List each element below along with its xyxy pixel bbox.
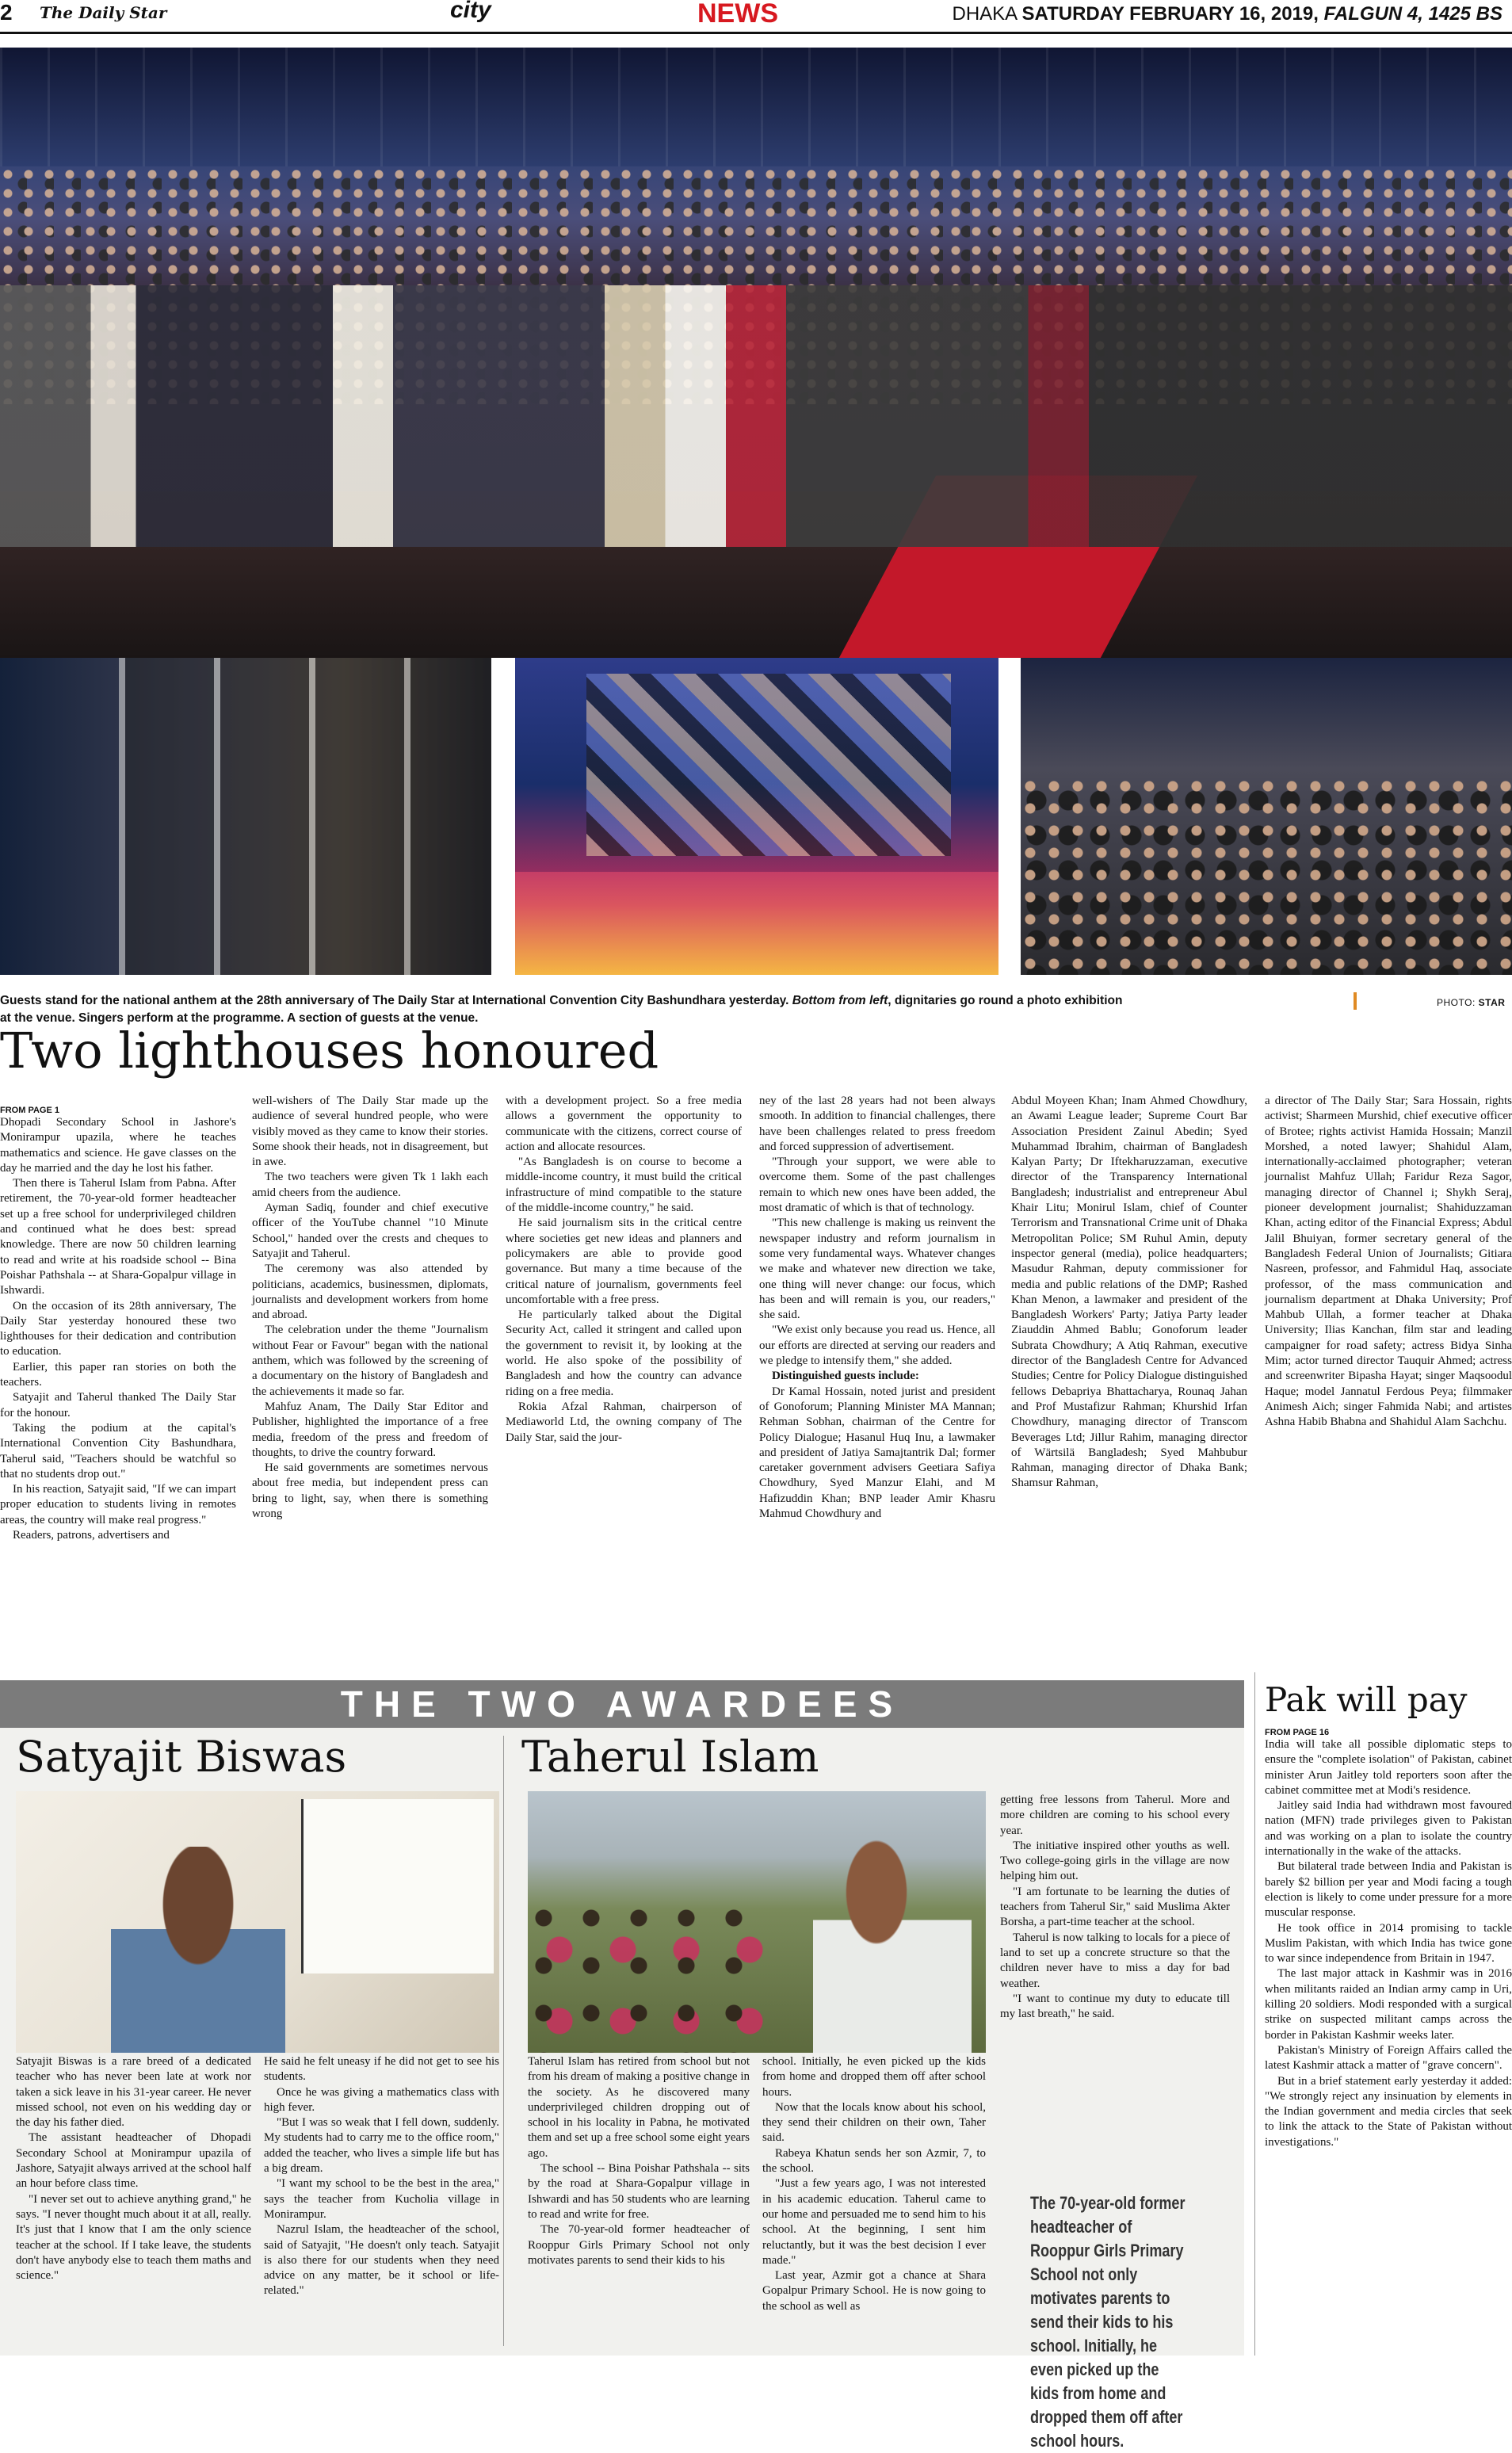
photo-frames [119,658,491,975]
awardees-banner: THE TWO AWARDEES [0,1680,1244,1728]
photo-guests [1021,658,1512,975]
section-tag: city [450,0,491,23]
taherul-column-1: Taherul Islam has retired from school but not from his dream of making a positive change in the society. As he discovered many underprivileged children dropping out of school in his locality in Pabna, he motivated them and set up a free school some eight years ago. The school -- Bina Poishar Pathshala -- sits by the road at Shara-Gopalpur village in Ishwardi and has 50 students who are learning to read and write for free. The 70-year-old former headteacher of Rooppur Girls Primary School not only motivates parents to send their kids to his [528,2055,750,2267]
photo-mural [586,674,951,856]
children-group [528,1902,766,2053]
photo-hall-lights [0,48,1512,166]
photo-caption: Guests stand for the national anthem at the 28th anniversary of The Daily Star at International Convention City Bashundhara yesterday. Bottom from left, dignitaries go round a photo exhibition at the venue. Singers perform at the programme. A section of guests at the venue. [0,994,1123,1025]
dateline [953,3,1503,25]
pull-quote: The 70-year-old former headteacher of Rooppur Girls Primary School not only motivates parents to send their kids to his school. Initially, he even picked up the kids from home and dropped them off after school hours. [1030,2193,1186,2451]
photo-front-row [0,285,1512,547]
awardees-divider [503,1736,504,2346]
credit-marker [1354,992,1357,1010]
satyajit-column-2: He said he felt uneasy if he did not get to see his students. Once he was giving a mathematics class with high fever. "But I was so weak that I fell down, suddenly. My students had to carry me to the office room," added the teacher, who lives a simple life but has a big dream. "I want my school to be the best in the area," says the teacher from Kucholia village in Monirampur. Nazrul Islam, the headteacher of the school, said of Satyajit, "He doesn't only teach. Satyajit is also there for our students when they need advice on any matter, be it school or life-related." [264,2055,499,2298]
story-column-5: Abdul Moyeen Khan; Inam Ahmed Chowdhury, an Awami League leader; Supreme Court Bar Association President Zainul Abedin; Syed Muhammad Ibrahim, chairman of Bangladesh Kalyan Party; Dr Iftekharuzzaman, executive director of the Transparency International Bangladesh; industrialist and entrepreneur Abul Khair Litu; Monirul Islam, chief of Counter Terrorism and Transnational Crime unit of Dhaka Metropolitan Police; SM Ruhul Amin, deputy inspector general (media), police headquarters; Masudur Rahman, deputy commissioner for media and public relations of the DMP; Rashed Khan Menon, a lawmaker and president of the Bangladesh Workers' Party; Jatiya Party leader Ziauddin Ahmed Bablu; Gonoforum leader Subrata Chowdhury; A Atiq Rahman, executive director of the Bangladesh Centre for Advanced Studies; Centre for Policy Dialogue distinguished fellows Debapriya Bhattacharya, Rounaq Jahan and Prof Mustafizur Rahman; Khurshid Irfan Chowdhury, managing director of Transcom Beverages Ltd; Jillur Rahim, managing director of Wärtsilä Bangladesh; Syed Mahbubur Rahman, managing director of Dhaka Bank; Shamsur Rahman, [1011,1095,1247,1490]
photo-singers [515,658,998,975]
page-number: 2 [0,0,13,25]
photo-guest-crowd [1021,777,1512,975]
story-column-6: a director of The Daily Star; Sara Hossain, rights activist; Sharmeen Murshid, chief executive officer of Brotee; rights activist Hamida Hossain; Manzil Morshed, a noted lawyer; Shahidul Alam, internationally-acclaimed photographer; veteran journalist Mahfuz Ullah; Faridur Reza Sagor, managing director of Channel i; Shykh Seraj, pioneer development journalist; Shahiduzzaman Khan, acting editor of the Financial Express; Abdul Jalil Bhuiyan, former secretary general of the Bangladesh Federal Union of Journalists; Gitiara Nasreen, professor, and Fahmidul Haq, associate professor, of the mass communication and journalism department at Dhaka University; Prof Mahbub Ullah, a former teacher at Dhaka University; Ilias Kanchan, film star and leading campaigner for road safety; actress Bidya Sinha Mim; actor turned director Tauquir Ahmed; actress and screenwriter Bipasha Hayat; singer Maqsoodul Haque; model Jannatul Ferdous Peya; filmmaker Animesh Aich; singer Fahmida Nabi; and artistes Ashna Habib Bhabna and Shahidul Alam Sachchu. [1265,1095,1512,1429]
main-photo-anthem [0,48,1512,658]
pak-column: FROM PAGE 16 India will take all possible diplomatic steps to ensure the "complete isolation" of Pakistan, cabinet minister Arun Jaitley told reporters soon after the cabinet committee met at Modi's residence. Jaitley said India had withdrawn most favoured nation (MFN) trade privileges given to Pakistan and was working on a plan to isolate the country internationally in the wake of the attacks. But bilateral trade between India and Pakistan is barely $2 billion per year and Modi facing a tough election is likely to come under pressure for a more muscular response. He took office in 2014 promising to tackle Muslim Pakistan, with which India has twice gone to war since independence from Britain in 1947. The last major attack in Kashmir was in 2016 when militants raided an Indian army camp in Uri, killing 20 soldiers. Modi responded with a surgical strike on suspected militant camps across the border in Pakistan Kashmir weeks later. Pakistan's Ministry of Foreign Affairs called the latest Kashmir attack a matter of "grave concern". But in a brief statement early yesterday it added: "We strongly reject any insinuation by elements in the Indian government and media circles that seek to link the attack to the State of Pakistan without investigations." [1265,1728,1512,2149]
date-main: SATURDAY FEBRUARY 16, 2019, [1021,3,1319,25]
taherul-column-3: getting free lessons from Taherul. More and more children are coming to his school every year. The initiative inspired other youths as well. Two college-going girls in the village are now helping him out. "I am fortunate to be learning the duties of teachers from Taherul Sir," said Muslima Akter Borsha, a part-time teacher at the school. Taherul is now talking to locals for a piece of land to set up a concrete structure so that the children never have to miss a day for bad weather. "I want to continue my duty to educate till my last breath," he said. [1000,1794,1230,2021]
teacher-figure [813,1839,972,2053]
pak-headline: Pak will pay [1265,1680,1468,1719]
taherul-column-2: school. Initially, he even picked up the kids from home and dropped them off after school hours. Now that the locals know about his school, they send their children on their own, Taher said. Rabeya Khatun sends her son Azmir, 7, to the school. "Just a few years ago, I was not interested in his academic education. Taherul came to our home and persuaded me to send him to his school. At the beginning, I sent him reluctantly, but it was the best decision I ever made." Last year, Azmir got a chance at Shara Gopalpur Primary School. He is now going to the school as well as [762,2055,986,2313]
story-column-2: well-wishers of The Daily Star made up the audience of several hundred people, who were visibly moved as they came to know their stories. Some shook their heads, not in disagreement, but in awe. The two teachers were given Tk 1 lakh each amid cheers from the audience. Ayman Sadiq, founder and chief executive officer of the YouTube channel "10 Minute School," handed over the crests and cheques to Satyajit and Taherul. The ceremony was also attended by politicians, academics, businessmen, diplomats, journalists and development workers from home and abroad. The celebration under the theme "Journalism without Fear or Favour" began with the national anthem, which was followed by the screening of a documentary on the history of Bangladesh and the achievements it made so far. Mahfuz Anam, The Daily Star Editor and Publisher, highlighted the importance of a free media, freedom of the press and freedom of thoughts, to drive the country forward. He said governments are sometimes nervous about free media, but independent press can bring to light, say, when there is something wrong [252,1095,488,1521]
photo-stage [515,872,998,975]
from-page-label: FROM PAGE 16 [1265,1728,1330,1737]
taherul-headline: Taherul Islam [521,1732,819,1782]
masthead-logo: The Daily Star [40,3,167,22]
story-column-1: FROM PAGE 1 Dhopadi Secondary School in Jashore's Monirampur upazila, where he teaches mathematics and science. He gave classes on the day he married and the day he lost his father. Then there is Taherul Islam from Pabna. After retirement, the 70-year-old former headteacher set up a free school for underprivileged children and continued what he does best: spread knowledge. There are now 50 children learning to read and write at his roadside school -- Bina Poishar Pathshala -- at Shara-Gopalpur village in Ishwardi. On the occasion of its 28th anniversary, The Daily Star yesterday honoured these two lighthouses for their dedication and contribution to education. Earlier, this paper ran stories on both the teachers. Satyajit and Taherul thanked The Daily Star for the honour. Taking the podium at the capital's International Convention City Bashundhara, Taherul said, "Teachers should be watchful so that no students drop out." In his reaction, Satyajit said, "If we can impart proper education to students living in remotes areas, the country will make real progress." Readers, patrons, advertisers and [0,1106,236,1542]
taherul-photo [528,1791,986,2053]
date-bangla: FALGUN 4, 1425 BS [1323,3,1502,25]
pak-divider [1254,1672,1255,2356]
photo-credit: PHOTO: STAR [1437,997,1506,1008]
story-column-4: ney of the last 28 years had not been always smooth. In addition to financial challenges, there have been challenges related to press freedom and forced suppression of advertisement. "Through your support, we were able to overcome them. Some of the past challenges remain to which new ones have been added, the most dramatic of which is that of technology. "This new challenge is making us reinvent the newspaper industry and reform journalism in some very fundamental ways. Whatever changes we make and whatever new direction we take, one thing will never change: our focus, which has been and will remain is you, our readers," she said. "We exist only because you read us. Hence, all our efforts are directed at serving our readers and we pledge to intensify them," she added. Distinguished guests include: Dr Kamal Hossain, noted jurist and president of Gonoforum; Planning Minister MA Mannan; Rehman Sobhan, chairman of the Centre for Policy Dialogue; Hasanul Huq Inu, a lawmaker and president of Jatiya Samajtantrik Dal; former caretaker government advisers Geetiara Safiya Chowdhury, Syed Manzur Elahi, and M Hafizuddin Khan; BNP leader Amir Khasru Mahmud Chowdhury and [759,1095,995,1521]
guests-subhead: Distinguished guests include: [772,1370,919,1383]
story-headline: Two lighthouses honoured [0,1022,659,1079]
satyajit-headline: Satyajit Biswas [16,1732,347,1782]
header-rule [0,32,1512,34]
section-title: NEWS [697,0,778,29]
story-column-3: with a development project. So a free media allows a government the opportunity to communicate with the citizens, correct course of action and allocate resources. "As Bangladesh is on course to become a middle-income country, it must build the critical infrastructure of mind compatible to the stature of the middle-income country," he said. He said journalism sits in the critical centre where societies get new ideas and planners and policymakers are able to provide good governance. But many a time because of the critical nature of journalism, governments feel uncomfortable with a free press. He particularly talked about the Digital Security Act, called it stringent and called upon the government to revisit it, by looking at the world. He also spoke of the possibility of Bangladesh and how the country can advance riding on a free media. Rokia Afzal Rahman, chairperson of Mediaworld Ltd, the owning company of The Daily Star, said the jour- [506,1095,742,1444]
date-city: DHAKA [952,3,1017,25]
photo-exhibition [0,658,491,975]
teacher-figure [111,1847,285,2053]
satyajit-photo [16,1791,499,2053]
satyajit-column-1: Satyajit Biswas is a rare breed of a dedicated teacher who has never been late at work nor taken a sick leave in his 31-year career. He never missed school, not even on his wedding day or the day his father died. The assistant headteacher of Dhopadi Secondary School at Monirampur upazila of Jashore, Satyajit always arrived at the school half an hour before class time. "I never set out to achieve anything grand," he says. "I never thought much about it at all, really. It's just that I know that I am the only science teacher at the school. If I take leave, the students don't have anybody else to teach them maths and science." [16,2055,251,2283]
from-page-label: FROM PAGE 1 [0,1106,59,1115]
whiteboard [301,1799,494,1973]
